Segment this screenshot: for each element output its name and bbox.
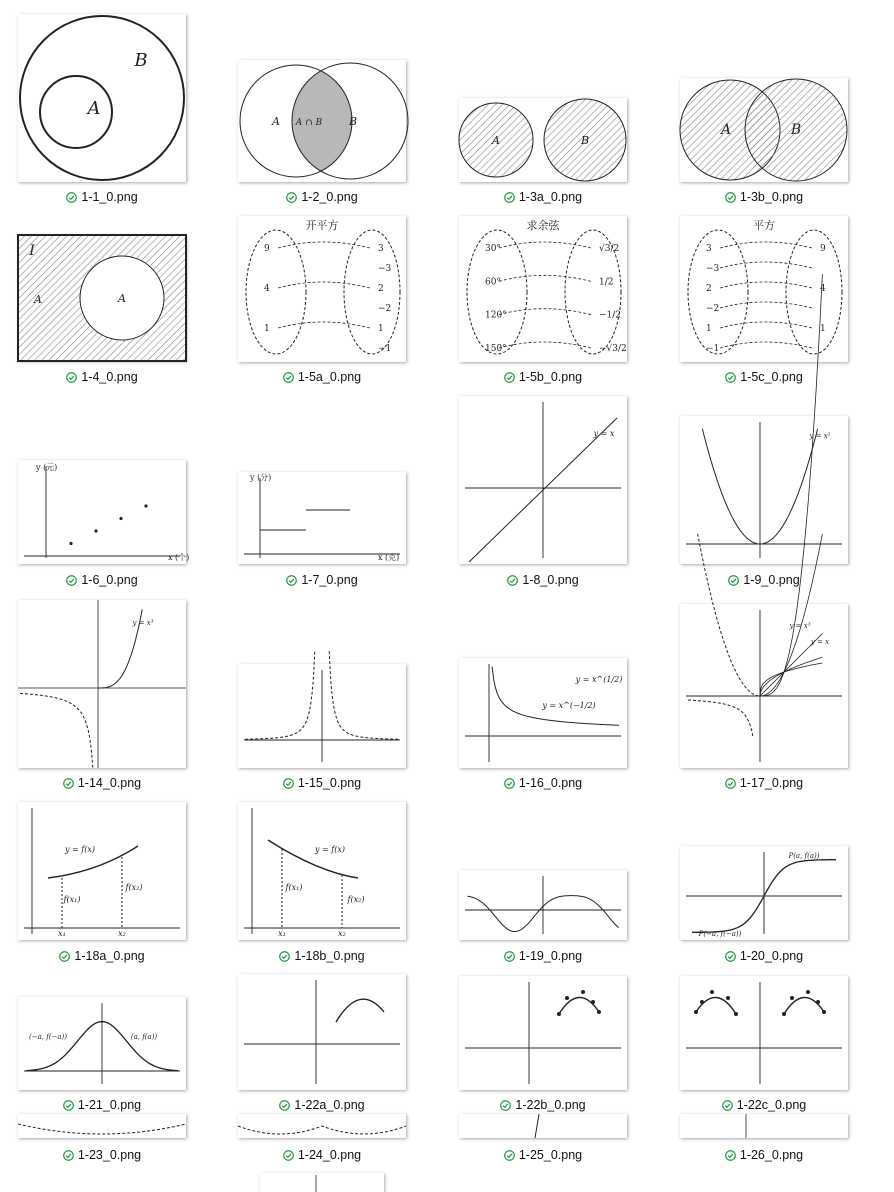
thumbnail-image — [18, 460, 190, 564]
label-f_x2: f(x₂) — [125, 883, 143, 892]
codomain-value: 1/2 — [599, 277, 614, 288]
sync-check-icon — [66, 575, 77, 586]
file-name-label[interactable] — [654, 949, 874, 963]
thumbnail-image — [459, 976, 627, 1090]
thumbnail-image — [238, 60, 406, 182]
sync-check-icon — [725, 372, 736, 383]
thumbnail[interactable] — [238, 664, 406, 768]
thumbnail-image — [18, 1114, 186, 1138]
thumbnail[interactable] — [238, 1114, 406, 1138]
domain-value: 1 — [706, 324, 712, 334]
thumbnail-image — [459, 1114, 627, 1138]
label-set_A: A — [34, 293, 42, 306]
thumbnail[interactable] — [459, 216, 627, 362]
domain-value: 30° — [485, 244, 501, 254]
file-name-text: 1-5b_0.png — [518, 370, 583, 384]
thumbnail[interactable] — [459, 658, 627, 768]
sync-check-icon — [504, 951, 515, 962]
file-name-label[interactable] — [433, 1098, 653, 1112]
codomain-value: −1 — [378, 344, 392, 354]
sync-check-icon — [504, 1150, 515, 1161]
label-x1: x₁ — [278, 929, 286, 938]
thumbnail-image — [680, 976, 848, 1090]
thumbnail[interactable] — [459, 870, 627, 940]
thumbnail[interactable] — [238, 802, 406, 940]
label-pt_a: (a, f(a)) — [130, 1033, 158, 1041]
file-name-label[interactable] — [212, 190, 432, 204]
file-name-text: 1-1_0.png — [81, 190, 138, 204]
thumbnail-image — [680, 416, 848, 564]
thumbnail[interactable] — [18, 1114, 186, 1138]
label-set_B: B — [134, 50, 148, 71]
file-name-text: 1-18b_0.png — [294, 949, 365, 963]
codomain-value: −2 — [378, 304, 392, 314]
label-y_eq_x: y = x — [810, 638, 830, 646]
file-name-text: 1-19_0.png — [518, 949, 583, 963]
label-x_ge: x (个) — [168, 553, 190, 562]
mapping-title: 求余弦 — [526, 219, 560, 232]
file-name-text: 1-4_0.png — [81, 370, 138, 384]
thumbnail[interactable] — [18, 235, 186, 361]
label-f_x2: f(x₂) — [347, 895, 365, 904]
file-name-label[interactable] — [433, 573, 653, 587]
file-name-label[interactable] — [433, 190, 653, 204]
thumbnail-image — [680, 78, 848, 182]
sync-check-icon — [286, 192, 297, 203]
thumbnail[interactable] — [459, 976, 627, 1090]
sync-check-icon — [504, 192, 515, 203]
file-name-text: 1-26_0.png — [739, 1148, 804, 1162]
sync-check-icon — [722, 1100, 733, 1111]
file-name-text: 1-22a_0.png — [294, 1098, 365, 1112]
file-name-text: 1-22c_0.png — [736, 1098, 807, 1112]
thumbnail[interactable] — [680, 416, 848, 564]
file-name-text: 1-25_0.png — [518, 1148, 583, 1162]
thumbnail[interactable] — [238, 216, 406, 362]
thumbnail-image — [238, 1114, 406, 1138]
file-name-text: 1-24_0.png — [297, 1148, 362, 1162]
label-set_A: A — [118, 292, 126, 305]
sync-check-icon — [504, 778, 515, 789]
codomain-value: 1 — [820, 324, 826, 334]
domain-value: −1 — [706, 344, 720, 354]
thumbnail[interactable] — [260, 1173, 384, 1192]
sync-check-icon — [725, 778, 736, 789]
file-name-text: 1-21_0.png — [77, 1098, 142, 1112]
thumbnail-image — [680, 216, 848, 362]
sync-check-icon — [283, 778, 294, 789]
thumbnail-image — [459, 216, 627, 362]
label-y_eq_fx: y = f(x) — [64, 845, 96, 854]
sync-check-icon — [728, 575, 739, 586]
file-name-text: 1-2_0.png — [301, 190, 358, 204]
sync-check-icon — [283, 372, 294, 383]
codomain-value: √3/2 — [599, 244, 620, 254]
label-set_B: B — [580, 134, 590, 147]
file-name-text: 1-17_0.png — [739, 776, 804, 790]
label-y_eq_x3: y = x³ — [132, 619, 154, 627]
file-name-text: 1-16_0.png — [518, 776, 583, 790]
sync-check-icon — [500, 1100, 511, 1111]
label-set_A: A — [272, 115, 280, 128]
file-name-label[interactable] — [0, 776, 212, 790]
thumbnail-image — [238, 664, 406, 768]
file-name-label[interactable] — [654, 573, 874, 587]
thumbnail-image — [459, 658, 627, 768]
thumbnail-image — [238, 216, 406, 362]
sync-check-icon — [286, 575, 297, 586]
thumbnail[interactable] — [238, 60, 406, 182]
label-set_A: A — [87, 98, 101, 119]
file-name-label[interactable] — [654, 370, 874, 384]
thumbnail-image — [18, 600, 186, 768]
label-x_ke: x (克) — [378, 553, 400, 562]
thumbnail-image — [18, 997, 186, 1090]
file-name-label[interactable] — [212, 370, 432, 384]
label-x2: x₂ — [338, 929, 346, 938]
thumbnail[interactable] — [238, 974, 406, 1090]
codomain-value: −3 — [378, 264, 392, 274]
file-name-label[interactable] — [0, 1098, 212, 1112]
sync-check-icon — [725, 192, 736, 203]
thumbnail-image — [18, 14, 186, 182]
label-y_eq_fx: y = f(x) — [314, 845, 346, 854]
file-name-text: 1-7_0.png — [301, 573, 358, 587]
file-name-label[interactable] — [212, 1098, 432, 1112]
label-y_fen: y (分) — [250, 473, 272, 482]
file-name-text: 1-3a_0.png — [518, 190, 583, 204]
label-y_eq_x2: y = x² — [809, 432, 831, 440]
sync-check-icon — [63, 1100, 74, 1111]
label-y_eq_x3: y = x³ — [789, 622, 811, 630]
thumbnail[interactable] — [18, 802, 186, 940]
label-A_cap_B: A ∩ B — [295, 118, 323, 128]
sync-check-icon — [63, 1150, 74, 1161]
sync-check-icon — [725, 951, 736, 962]
label-set_B: B — [790, 122, 802, 138]
label-f_x1: f(x₁) — [285, 883, 303, 892]
file-name-label[interactable] — [0, 573, 212, 587]
label-y_eq_x: y = x — [593, 429, 615, 438]
file-name-label[interactable] — [654, 190, 874, 204]
thumbnail[interactable] — [680, 1114, 848, 1138]
thumbnail[interactable] — [18, 14, 186, 182]
thumbnail[interactable] — [459, 396, 627, 564]
thumbnail[interactable] — [680, 216, 848, 362]
domain-value: 2 — [706, 284, 712, 294]
domain-value: 60° — [485, 277, 501, 288]
thumbnail-image — [459, 396, 627, 564]
file-name-text: 1-6_0.png — [81, 573, 138, 587]
file-name-text: 1-9_0.png — [743, 573, 800, 587]
file-name-text: 1-15_0.png — [297, 776, 362, 790]
domain-value: 3 — [706, 244, 712, 254]
thumbnail-image — [680, 604, 848, 768]
thumbnail-image — [238, 472, 406, 564]
thumbnail[interactable] — [459, 98, 627, 182]
file-name-label[interactable] — [212, 1148, 432, 1162]
file-name-text: 1-5a_0.png — [297, 370, 362, 384]
file-name-label[interactable] — [0, 1148, 212, 1162]
thumbnail-image — [680, 1114, 848, 1138]
sync-check-icon — [507, 575, 518, 586]
codomain-value: 2 — [378, 284, 384, 294]
thumbnail-image — [459, 98, 627, 182]
file-name-text: 1-20_0.png — [739, 949, 804, 963]
file-name-label[interactable] — [0, 370, 212, 384]
thumbnail[interactable] — [680, 604, 848, 768]
file-name-label[interactable] — [0, 190, 212, 204]
label-P_a: P(a, f(a)) — [788, 852, 820, 860]
label-pt_neg_a: (−a, f(−a)) — [28, 1033, 68, 1041]
file-name-text: 1-8_0.png — [522, 573, 579, 587]
label-y_inv_sqrt: y = x^(−1/2) — [542, 701, 596, 710]
sync-check-icon — [63, 778, 74, 789]
sync-check-icon — [725, 1150, 736, 1161]
file-name-label[interactable] — [654, 1148, 874, 1162]
thumbnail[interactable] — [238, 472, 406, 564]
thumbnail-image — [238, 802, 406, 940]
thumbnail[interactable] — [680, 976, 848, 1090]
domain-value: 1 — [264, 324, 270, 334]
thumbnail-image — [680, 846, 848, 940]
file-name-label[interactable] — [654, 776, 874, 790]
file-name-text: 1-3b_0.png — [739, 190, 804, 204]
label-x2: x₂ — [118, 929, 126, 938]
sync-check-icon — [283, 1150, 294, 1161]
file-name-label[interactable] — [654, 1098, 874, 1112]
label-y_yuan: y (元) — [36, 463, 58, 472]
label-set_A: A — [720, 122, 732, 138]
file-name-text: 1-23_0.png — [77, 1148, 142, 1162]
domain-value: −2 — [706, 304, 720, 314]
thumbnail-image — [18, 802, 186, 940]
thumbnail[interactable] — [18, 460, 190, 564]
codomain-value: 4 — [820, 284, 826, 294]
codomain-value: 1 — [378, 324, 384, 334]
thumbnail-image — [238, 974, 406, 1090]
file-name-label[interactable] — [433, 370, 653, 384]
file-name-text: 1-14_0.png — [77, 776, 142, 790]
label-x1: x₁ — [58, 929, 66, 938]
label-P_neg_a: P(−a, f(−a)) — [698, 930, 742, 938]
thumbnail[interactable] — [18, 600, 186, 768]
thumbnail[interactable] — [18, 997, 186, 1090]
label-set_I: I — [29, 243, 35, 259]
thumbnail-image — [260, 1173, 384, 1192]
label-y_half: y = x^(1/2) — [575, 675, 623, 684]
thumbnail[interactable] — [680, 846, 848, 940]
domain-value: 120° — [485, 310, 507, 321]
sync-check-icon — [279, 951, 290, 962]
codomain-value: 3 — [378, 244, 384, 254]
file-name-label[interactable] — [433, 776, 653, 790]
codomain-value: −1/2 — [599, 310, 622, 321]
codomain-value: 9 — [820, 244, 826, 254]
domain-value: 9 — [264, 244, 270, 254]
thumbnail[interactable] — [459, 1114, 627, 1138]
file-name-label[interactable] — [0, 949, 212, 963]
file-name-text: 1-5c_0.png — [740, 370, 803, 384]
mapping-title: 开平方 — [305, 219, 339, 232]
domain-value: 4 — [264, 284, 270, 294]
file-name-label[interactable] — [212, 776, 432, 790]
sync-check-icon — [59, 951, 70, 962]
codomain-value: −√3/2 — [599, 344, 627, 354]
file-name-label[interactable] — [212, 573, 432, 587]
label-f_x1: f(x₁) — [63, 895, 81, 904]
file-name-label[interactable] — [212, 949, 432, 963]
file-name-text: 1-22b_0.png — [515, 1098, 586, 1112]
label-set_B: B — [348, 115, 358, 128]
mapping-title: 平方 — [753, 219, 775, 232]
sync-check-icon — [66, 372, 77, 383]
thumbnail[interactable] — [680, 78, 848, 182]
thumbnail-image — [459, 870, 627, 940]
thumbnail-image — [18, 235, 186, 361]
label-set_A: A — [492, 134, 500, 147]
sync-check-icon — [279, 1100, 290, 1111]
file-name-label[interactable] — [433, 949, 653, 963]
sync-check-icon — [504, 372, 515, 383]
file-name-text: 1-18a_0.png — [74, 949, 145, 963]
domain-value: 150° — [485, 344, 507, 354]
domain-value: −3 — [706, 264, 720, 274]
file-name-label[interactable] — [433, 1148, 653, 1162]
sync-check-icon — [66, 192, 77, 203]
